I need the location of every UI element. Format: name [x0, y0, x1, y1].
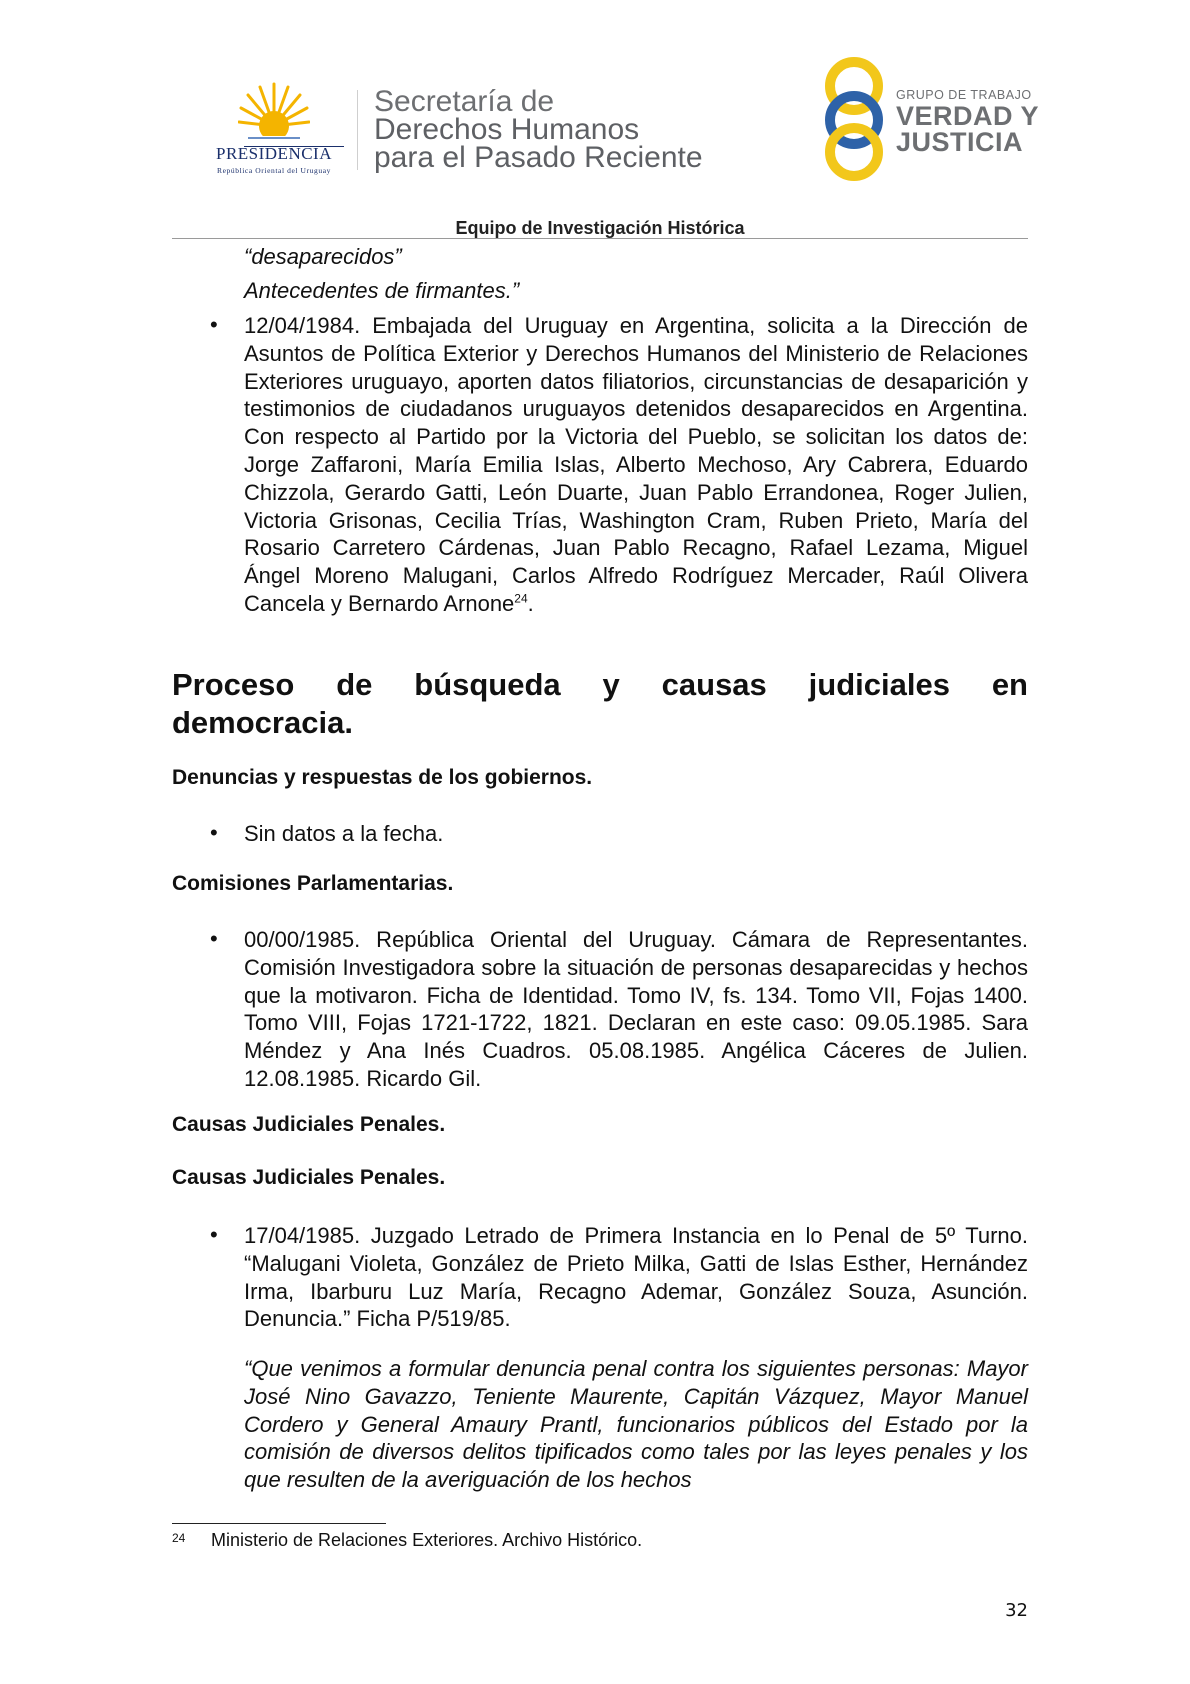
- presidencia-name: PRESIDENCIA: [215, 144, 332, 163]
- list-item: 17/04/1985. Juzgado Letrado de Primera Instancia en lo Penal de 5º Turno. “Malugani Violeta, González de Prieto Milka, Gatti de Islas Esther, Hernández Irma, Ibarburu Luz María, Recagno Ademar, González Souza, Asunción. Denuncia.” Ficha P/519/85.: [244, 1223, 1028, 1332]
- list-item: [244, 312, 1028, 618]
- quote-continuation-1: “desaparecidos”: [244, 244, 402, 269]
- page-number: 32: [1005, 1600, 1028, 1621]
- subheading-comisiones: Comisiones Parlamentarias.: [172, 872, 454, 895]
- header-rule: [172, 238, 1028, 239]
- item-end: .: [527, 590, 534, 616]
- verdad-justicia-logo: [818, 56, 1040, 182]
- item-text: 12/04/1984. Embajada del Uruguay en Argentina, solicita a la Dirección de Asuntos de Política Exterior y Derechos Humanos del Ministerio de Relaciones Exteriores uruguayo, aporten datos filiatorios, circunstancias de desaparición y testimonios de ciudadanos uruguayos detenidos desaparecidos en Argentina. Con respecto al Partido por la Victoria del Pueblo, se solicitan los datos de: Jorge Zaffaroni, María Emilia Islas, Alberto Mechoso, Ary Cabrera, Eduardo Chizzola, Gerardo Gatti, León Duarte, Juan Pablo Errandonea, Roger Julien, Victoria Grisonas, Cecilia Trías, Washington Cram, Ruben Prieto, María del Rosario Carretero Cárdenas, Juan Pablo Recagno, Rafael Lezama, Miguel Ángel Moreno Malugani, Carlos Alfredo Rodríguez Mercader, Raúl Olivera Cancela y Bernardo Arnone: [244, 313, 1028, 616]
- bullet-icon: •: [210, 926, 218, 951]
- team-title: Equipo de Investigación Histórica: [455, 218, 745, 238]
- secretaria-line3: para el Pasado Reciente: [374, 141, 703, 174]
- subheading-causas-2: Causas Judiciales Penales.: [172, 1166, 446, 1189]
- section-title-line1: Proceso de búsqueda y causas judiciales en: [172, 667, 1028, 702]
- grupo-line2: JUSTICIA: [896, 127, 1024, 157]
- rings-icon: [818, 56, 890, 182]
- footnote-number: 24: [172, 1531, 186, 1545]
- sun-icon: [238, 80, 310, 146]
- quote-paragraph: “Que venimos a formular denuncia penal contra los siguientes personas: Mayor José Nino Gavazzo, Teniente Maurente, Capitán Vázquez, Mayor Manuel Cordero y General Amaury Prantl, funcionarios públicos del Estado por la comisión de diversos delitos tipificados como tales por las leyes penales y los que resulten de la averiguación de los hechos: [244, 1356, 1028, 1493]
- list-item: Sin datos a la fecha.: [244, 821, 444, 846]
- footnote-rule: [172, 1523, 386, 1524]
- list-item: 00/00/1985. República Oriental del Uruguay. Cámara de Representantes. Comisión Investigadora sobre la situación de personas desaparecidas y hechos que la motivaron. Ficha de Identidad. Tomo IV, fs. 134. Tomo VII, Fojas 1400. Tomo VIII, Fojas 1721-1722, 1821. Declaran en este caso: 09.05.1985. Sara Méndez y Ana Inés Cuadros. 05.08.1985. Angélica Cáceres de Julien. 12.08.1985. Ricardo Gil.: [244, 927, 1028, 1091]
- bullet-icon: •: [210, 820, 218, 845]
- subheading-causas-1: Causas Judiciales Penales.: [172, 1113, 446, 1136]
- secretaria-title: [374, 85, 703, 174]
- footnote-ref: 24: [514, 591, 528, 606]
- footnote-text: Ministerio de Relaciones Exteriores. Archivo Histórico.: [211, 1530, 643, 1550]
- bullet-icon: •: [210, 1222, 218, 1247]
- grupo-small-text: GRUPO DE TRABAJO: [896, 88, 1032, 102]
- presidencia-logo: [196, 80, 352, 180]
- presidencia-subtitle: República Oriental del Uruguay: [216, 166, 331, 175]
- section-title: [172, 666, 1028, 742]
- bullet-icon: •: [210, 312, 218, 337]
- secretaria-line1: Secretaría de: [374, 85, 555, 118]
- header-divider: [357, 90, 358, 170]
- secretaria-line2: Derechos Humanos: [374, 113, 640, 146]
- quote-continuation-2: Antecedentes de firmantes.”: [244, 278, 520, 303]
- section-title-line2: democracia.: [172, 705, 353, 740]
- grupo-line1: VERDAD Y: [896, 101, 1040, 131]
- subheading-denuncias: Denuncias y respuestas de los gobiernos.: [172, 766, 593, 789]
